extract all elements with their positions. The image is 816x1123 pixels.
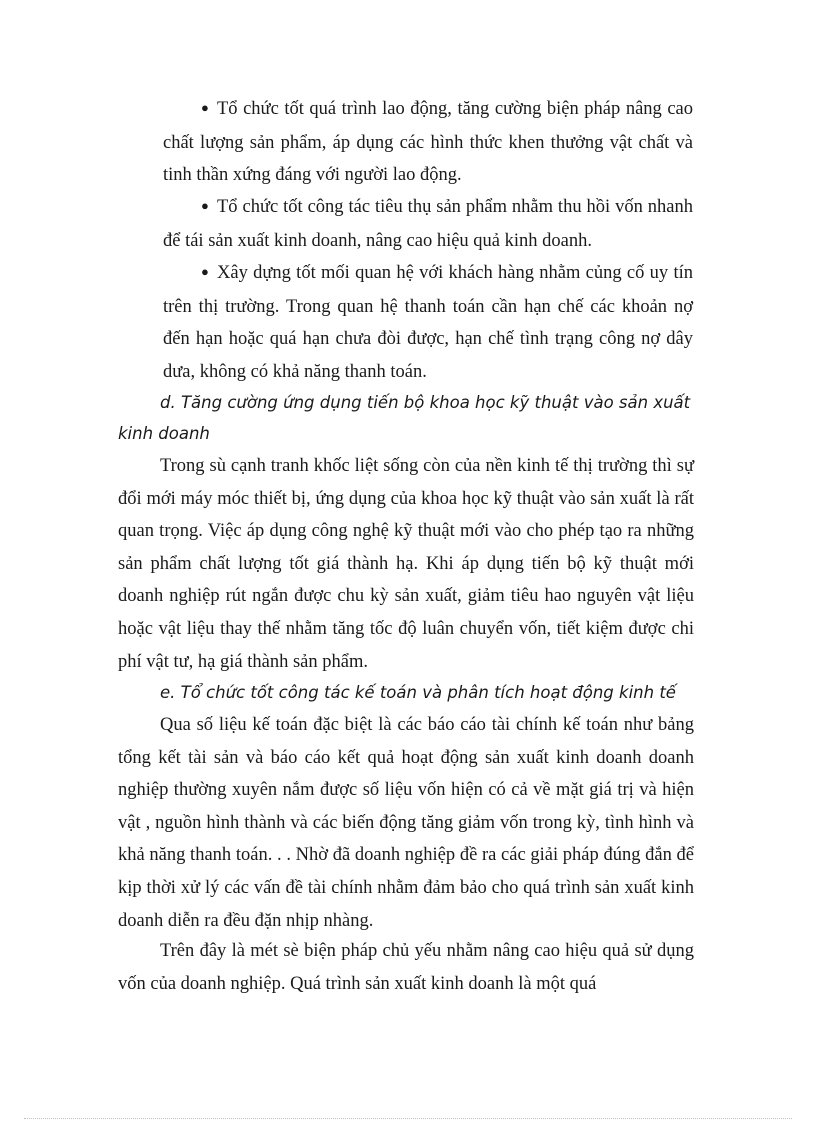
bullet-dot-icon: ● — [201, 100, 209, 115]
page-bottom-divider — [24, 1118, 792, 1119]
bullet-dot-icon: ● — [201, 264, 209, 279]
section-d-heading: d. Tăng cường ứng dụng tiến bộ khoa học kỹ thuật vào sản xuất kinh doanh — [118, 393, 691, 443]
section-e-heading: e. Tổ chức tốt công tác kế toán và phân tích hoạt động kinh tế — [160, 683, 676, 702]
bullet-dot-icon: ● — [201, 198, 209, 213]
bullet-text: Tổ chức tốt quá trình lao động, tăng cường biện pháp nâng cao chất lượng sản phẩm, áp dụng các hình thức khen thưởng vật chất và tinh thần xứng đáng với người lao động. — [163, 99, 693, 186]
bullet-item-2 — [163, 191, 693, 257]
section-d-paragraph: Trong sù cạnh tranh khốc liệt sống còn của nền kinh tế thị trường thì sự đổi mới máy móc thiết bị, ứng dụng của khoa học kỹ thuật vào sản xuất là rất quan trọng. Việc áp dụng công nghệ kỹ thuật mới vào cho phép tạo ra những sản phẩm chất lượng tốt giá thành hạ. Khi áp dụng tiến bộ kỹ thuật mới doanh nghiệp rút ngắn được chu kỳ sản xuất, giảm tiêu hao nguyên vật liệu hoặc vật liệu thay thế nhằm tăng tốc độ luân chuyển vốn, tiết kiệm được chi phí vật tư, hạ giá thành sản phẩm. — [118, 456, 694, 672]
section-e-paragraph: Qua số liệu kế toán đặc biệt là các báo cáo tài chính kế toán như bảng tổng kết tài sản và báo cáo kết quả hoạt động sản xuất kinh doanh doanh nghiệp thường xuyên nắm được số liệu vốn hiện có cả về mặt giá trị và hiện vật , nguồn hình thành và các biến động tăng giảm vốn trong kỳ, tình hình và khả năng thanh toán. . . Nhờ đã doanh nghiệp đề ra các giải pháp đúng đắn để kịp thời xử lý các vấn đề tài chính nhằm đảm bảo cho quá trình sản xuất kinh doanh diễn ra đều đặn nhịp nhàng. — [118, 715, 694, 931]
bullet-text: Tổ chức tốt công tác tiêu thụ sản phẩm nhằm thu hồi vốn nhanh để tái sản xuất kinh doanh, nâng cao hiệu quả kinh doanh. — [163, 197, 693, 251]
bullet-item-3 — [163, 257, 693, 388]
closing-paragraph: Trên đây là mét sè biện pháp chủ yếu nhằm nâng cao hiệu quả sử dụng vốn của doanh nghiệp. Quá trình sản xuất kinh doanh là một quá — [118, 941, 694, 994]
bullet-text: Xây dựng tốt mối quan hệ với khách hàng nhằm củng cố uy tín trên thị trường. Trong quan hệ thanh toán cần hạn chế các khoản nợ đến hạn hoặc quá hạn chưa đòi được, hạn chế tình trạng công nợ dây dưa, không có khả năng thanh toán. — [163, 263, 693, 382]
bullet-item-1 — [163, 93, 693, 192]
